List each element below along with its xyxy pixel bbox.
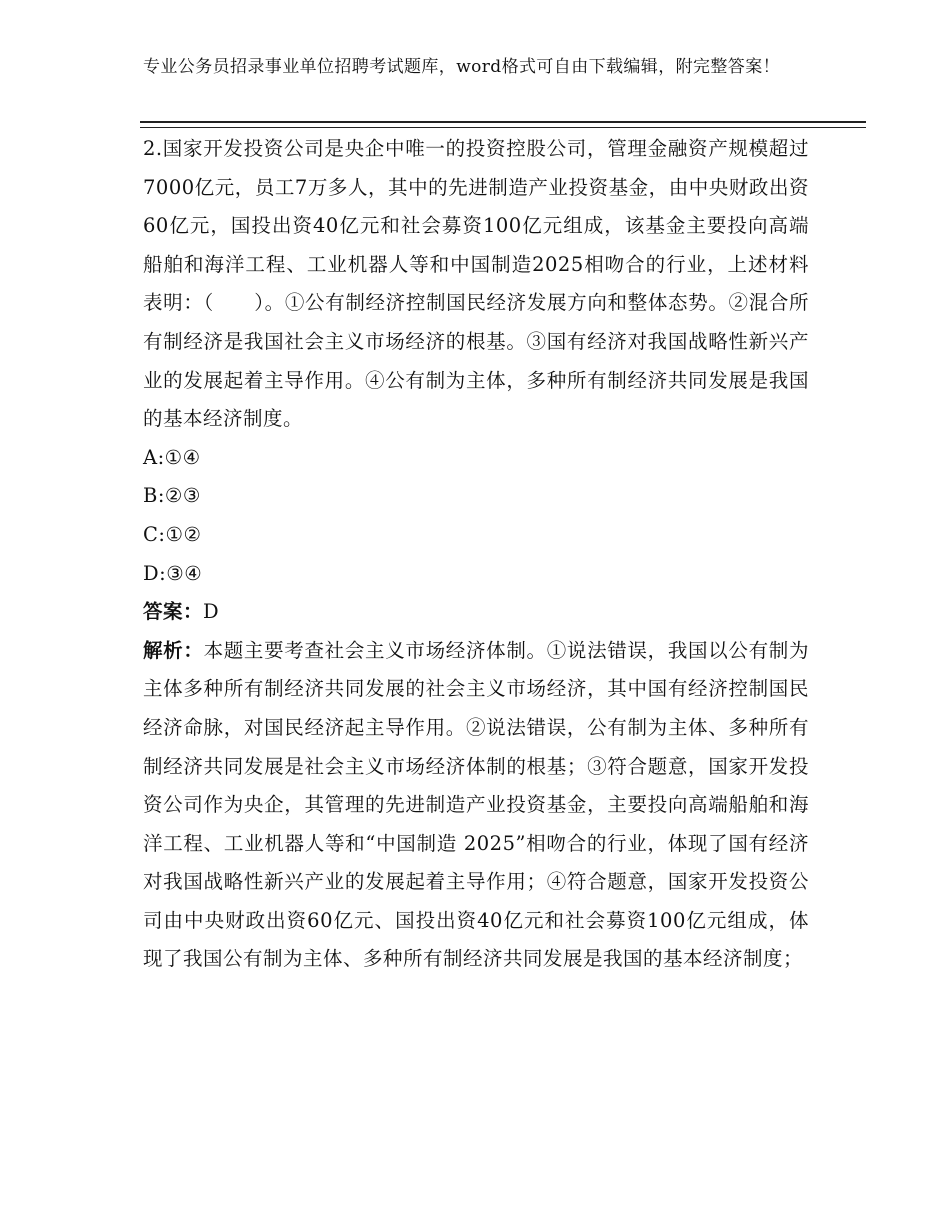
page-header: 专业公务员招录事业单位招聘考试题库，word格式可自由下载编辑，附完整答案！ bbox=[143, 57, 780, 77]
option-text: ①② bbox=[165, 522, 202, 546]
option-c bbox=[143, 516, 809, 555]
answer-label: 答案： bbox=[143, 600, 204, 624]
option-text: ②③ bbox=[164, 484, 201, 508]
analysis-paragraph bbox=[143, 632, 809, 979]
answer-line bbox=[143, 593, 809, 632]
option-b bbox=[143, 477, 809, 516]
option-letter: A: bbox=[143, 445, 165, 469]
analysis-label: 解析： bbox=[143, 638, 204, 662]
answer-value: D bbox=[203, 600, 220, 624]
header-divider bbox=[140, 121, 866, 128]
option-letter: D: bbox=[143, 561, 167, 585]
question-text: 2.国家开发投资公司是央企中唯一的投资控股公司，管理金融资产规模超过7000亿元，员工7万多人，其中的先进制造产业投资基金，由中央财政出资60亿元，国投出资40亿元和社会募资100亿元组成，该基金主要投向高端船舶和海洋工程、工业机器人等和中国制造2025相吻合的行业，上述材料表明：（ ）。①公有制经济控制国民经济发展方向和整体态势。②混合所有制经济是我国社会主义市场经济的根基。③国有经济对我国战略性新兴产业的发展起着主导作用。④公有制为主体，多种所有制经济共同发展是我国的基本经济制度。 bbox=[143, 137, 809, 431]
question-block bbox=[143, 130, 809, 979]
option-d bbox=[143, 555, 809, 594]
option-text: ①④ bbox=[164, 445, 201, 469]
option-a bbox=[143, 439, 809, 478]
option-letter: B: bbox=[143, 484, 165, 508]
option-letter: C: bbox=[143, 522, 166, 546]
analysis-text: 本题主要考查社会主义市场经济体制。①说法错误，我国以公有制为主体多种所有制经济共同发展的社会主义市场经济，其中国有经济控制国民经济命脉，对国民经济起主导作用。②说法错误，公有制为主体、多种所有制经济共同发展是社会主义市场经济体制的根基；③符合题意，国家开发投资公司作为央企，其管理的先进制造产业投资基金，主要投向高端船舶和海洋工程、工业机器人等和“中国制造 2025”相吻合的行业，体现了国有经济对我国战略性新兴产业的发展起着主导作用；④符合题意，国家开发投资公司由中央财政出资60亿元、国投出资40亿元和社会募资100亿元组成，体现了我国公有制为主体、多种所有制经济共同发展是我国的基本经济制度； bbox=[143, 638, 809, 971]
option-text: ③④ bbox=[166, 561, 203, 585]
